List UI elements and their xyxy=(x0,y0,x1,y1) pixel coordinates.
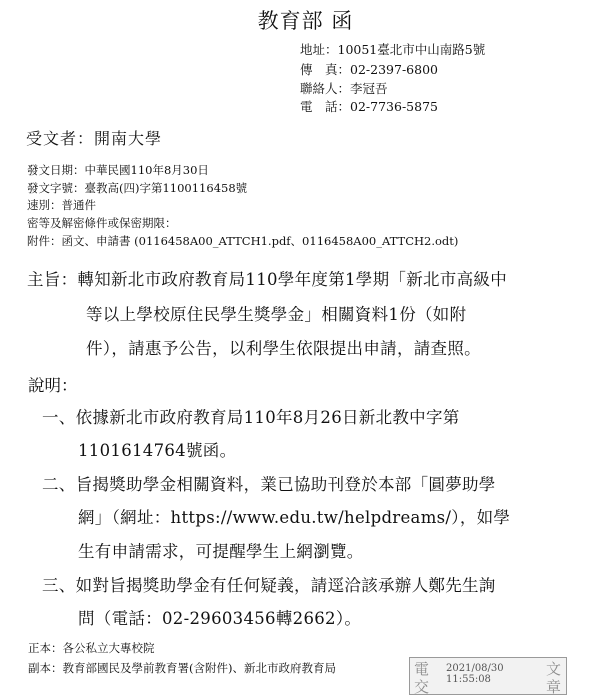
electronic-exchange-stamp xyxy=(409,657,567,695)
delivery-type: 速別：普通件 xyxy=(27,198,96,212)
sender-contact-person: 聯絡人：李冠吾 xyxy=(300,81,388,96)
explanation-item-2-line-3: 生有申請需求，可提醒學生上網瀏覽。 xyxy=(78,542,364,561)
explanation-item-1-line-2: 1101614764號函。 xyxy=(78,441,237,460)
sender-fax: 傳 真：02-2397-6800 xyxy=(300,62,438,77)
explanation-item-2-line-2: 網」（網址：https://www.edu.tw/helpdreams/），如學 xyxy=(78,508,511,527)
main-recipient: 正本：各公私立大專校院 xyxy=(28,641,155,655)
subject-line-1: 主旨：轉知新北市政府教育局110學年度第1學期「新北市高級中 xyxy=(27,270,507,289)
stamp-char-4: 章 xyxy=(546,678,562,696)
stamp-time: 11:55:08 xyxy=(446,674,491,685)
sender-address: 地址：10051臺北市中山南路5號 xyxy=(300,42,486,57)
security-level: 密等及解密條件或保密期限： xyxy=(27,216,177,230)
explanation-label: 說明： xyxy=(28,376,78,395)
copy-recipient: 副本：教育部國民及學前教育署(含附件)、新北市政府教育局 xyxy=(28,661,336,675)
document-number: 發文字號：臺教高(四)字第1100116458號 xyxy=(27,181,248,195)
stamp-char-2: 交 xyxy=(414,678,430,696)
sender-phone: 電 話：02-7736-5875 xyxy=(300,99,438,114)
subject-line-2: 等以上學校原住民學生獎學金」相關資料1份（如附 xyxy=(86,305,467,324)
stamp-date: 2021/08/30 xyxy=(446,663,504,674)
stamp-char-1: 電 xyxy=(414,660,430,678)
issue-date: 發文日期：中華民國110年8月30日 xyxy=(27,163,209,177)
explanation-item-3-line-2: 問（電話：02-29603456轉2662）。 xyxy=(78,609,362,628)
explanation-item-1-line-1: 一、依據新北市政府教育局110年8月26日新北教中字第 xyxy=(42,408,460,427)
recipient: 受文者：開南大學 xyxy=(26,129,163,148)
explanation-item-3-line-1: 三、如對旨揭獎助學金有任何疑義，請逕洽該承辦人鄭先生詢 xyxy=(42,576,496,595)
subject-line-3: 件），請惠予公告，以利學生依限提出申請，請查照。 xyxy=(86,339,481,358)
document-title: 教育部 函 xyxy=(257,9,354,33)
explanation-item-2-line-1: 二、旨揭獎助學金相關資料，業已協助刊登於本部「圓夢助學 xyxy=(42,475,496,494)
stamp-char-3: 文 xyxy=(546,660,562,678)
attachments: 附件：函文、申請書 (0116458A00_ATTCH1.pdf、0116458A00_ATTCH2.odt) xyxy=(27,234,459,248)
